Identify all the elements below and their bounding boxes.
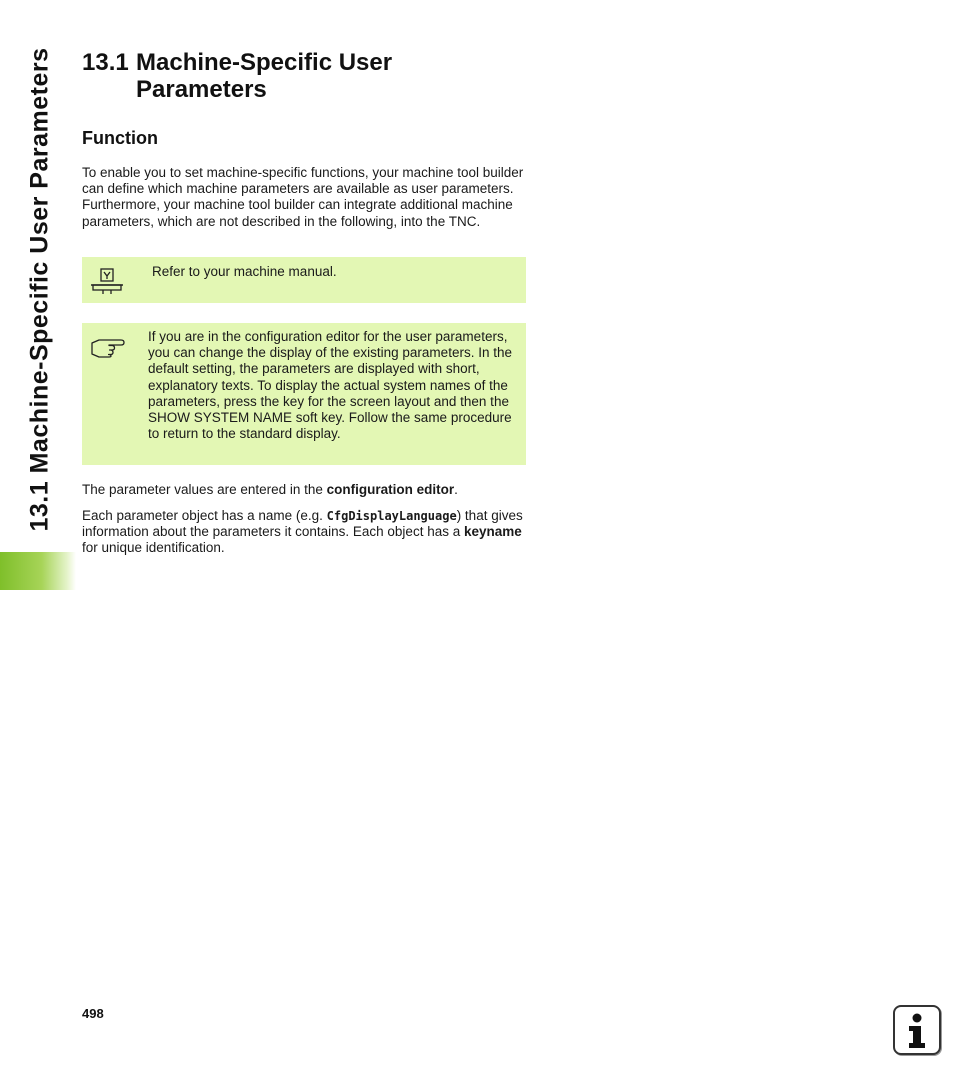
info-icon xyxy=(895,1007,939,1053)
hint-note-text: If you are in the configuration editor for the user parameters, you can change the display of the existing parameters. In the default setting, the parameters are displayed with short, explanatory texts. To display the actual system names of the parameters, press the key for the screen layout and then the SHOW SYSTEM NAME soft key. Follow the same procedure to return to the standard display. xyxy=(148,329,512,442)
section-title-line1: Machine-Specific User xyxy=(136,49,393,76)
sidebar-chapter-title: 13.1 Machine-Specific User Parameters xyxy=(25,46,54,532)
pointing-hand-icon xyxy=(90,334,126,358)
chapter-tab xyxy=(0,552,76,590)
intro-paragraph: To enable you to set machine-specific functions, your machine tool builder can define which machine parameters are available as user parameters. Furthermore, your machine tool builder can integrate additional machine parameters, which are not described in the following, into the TNC. xyxy=(82,165,524,229)
keyname-term: keyname xyxy=(463,524,522,540)
parameter-object-paragraph: Each parameter object has a name (e.g. CfgDisplayLanguage) that gives information about the parameters it contains. Each object has a keyname for unique identification. xyxy=(82,508,523,556)
machine-tool-icon xyxy=(90,267,126,295)
machine-manual-note xyxy=(82,257,526,303)
section-heading xyxy=(82,49,392,103)
config-editor-paragraph: The parameter values are entered in the configuration editor. xyxy=(82,482,458,497)
info-button[interactable] xyxy=(893,1005,941,1055)
section-number: 13.1 xyxy=(82,49,129,76)
machine-manual-note-text: Refer to your machine manual. xyxy=(152,264,337,279)
hint-note xyxy=(82,323,526,465)
code-example: CfgDisplayLanguage xyxy=(326,509,457,523)
page-number: 498 xyxy=(82,1006,104,1021)
config-editor-term: configuration editor xyxy=(326,482,455,497)
subsection-heading: Function xyxy=(82,128,158,148)
section-title-line2: Parameters xyxy=(136,76,267,103)
